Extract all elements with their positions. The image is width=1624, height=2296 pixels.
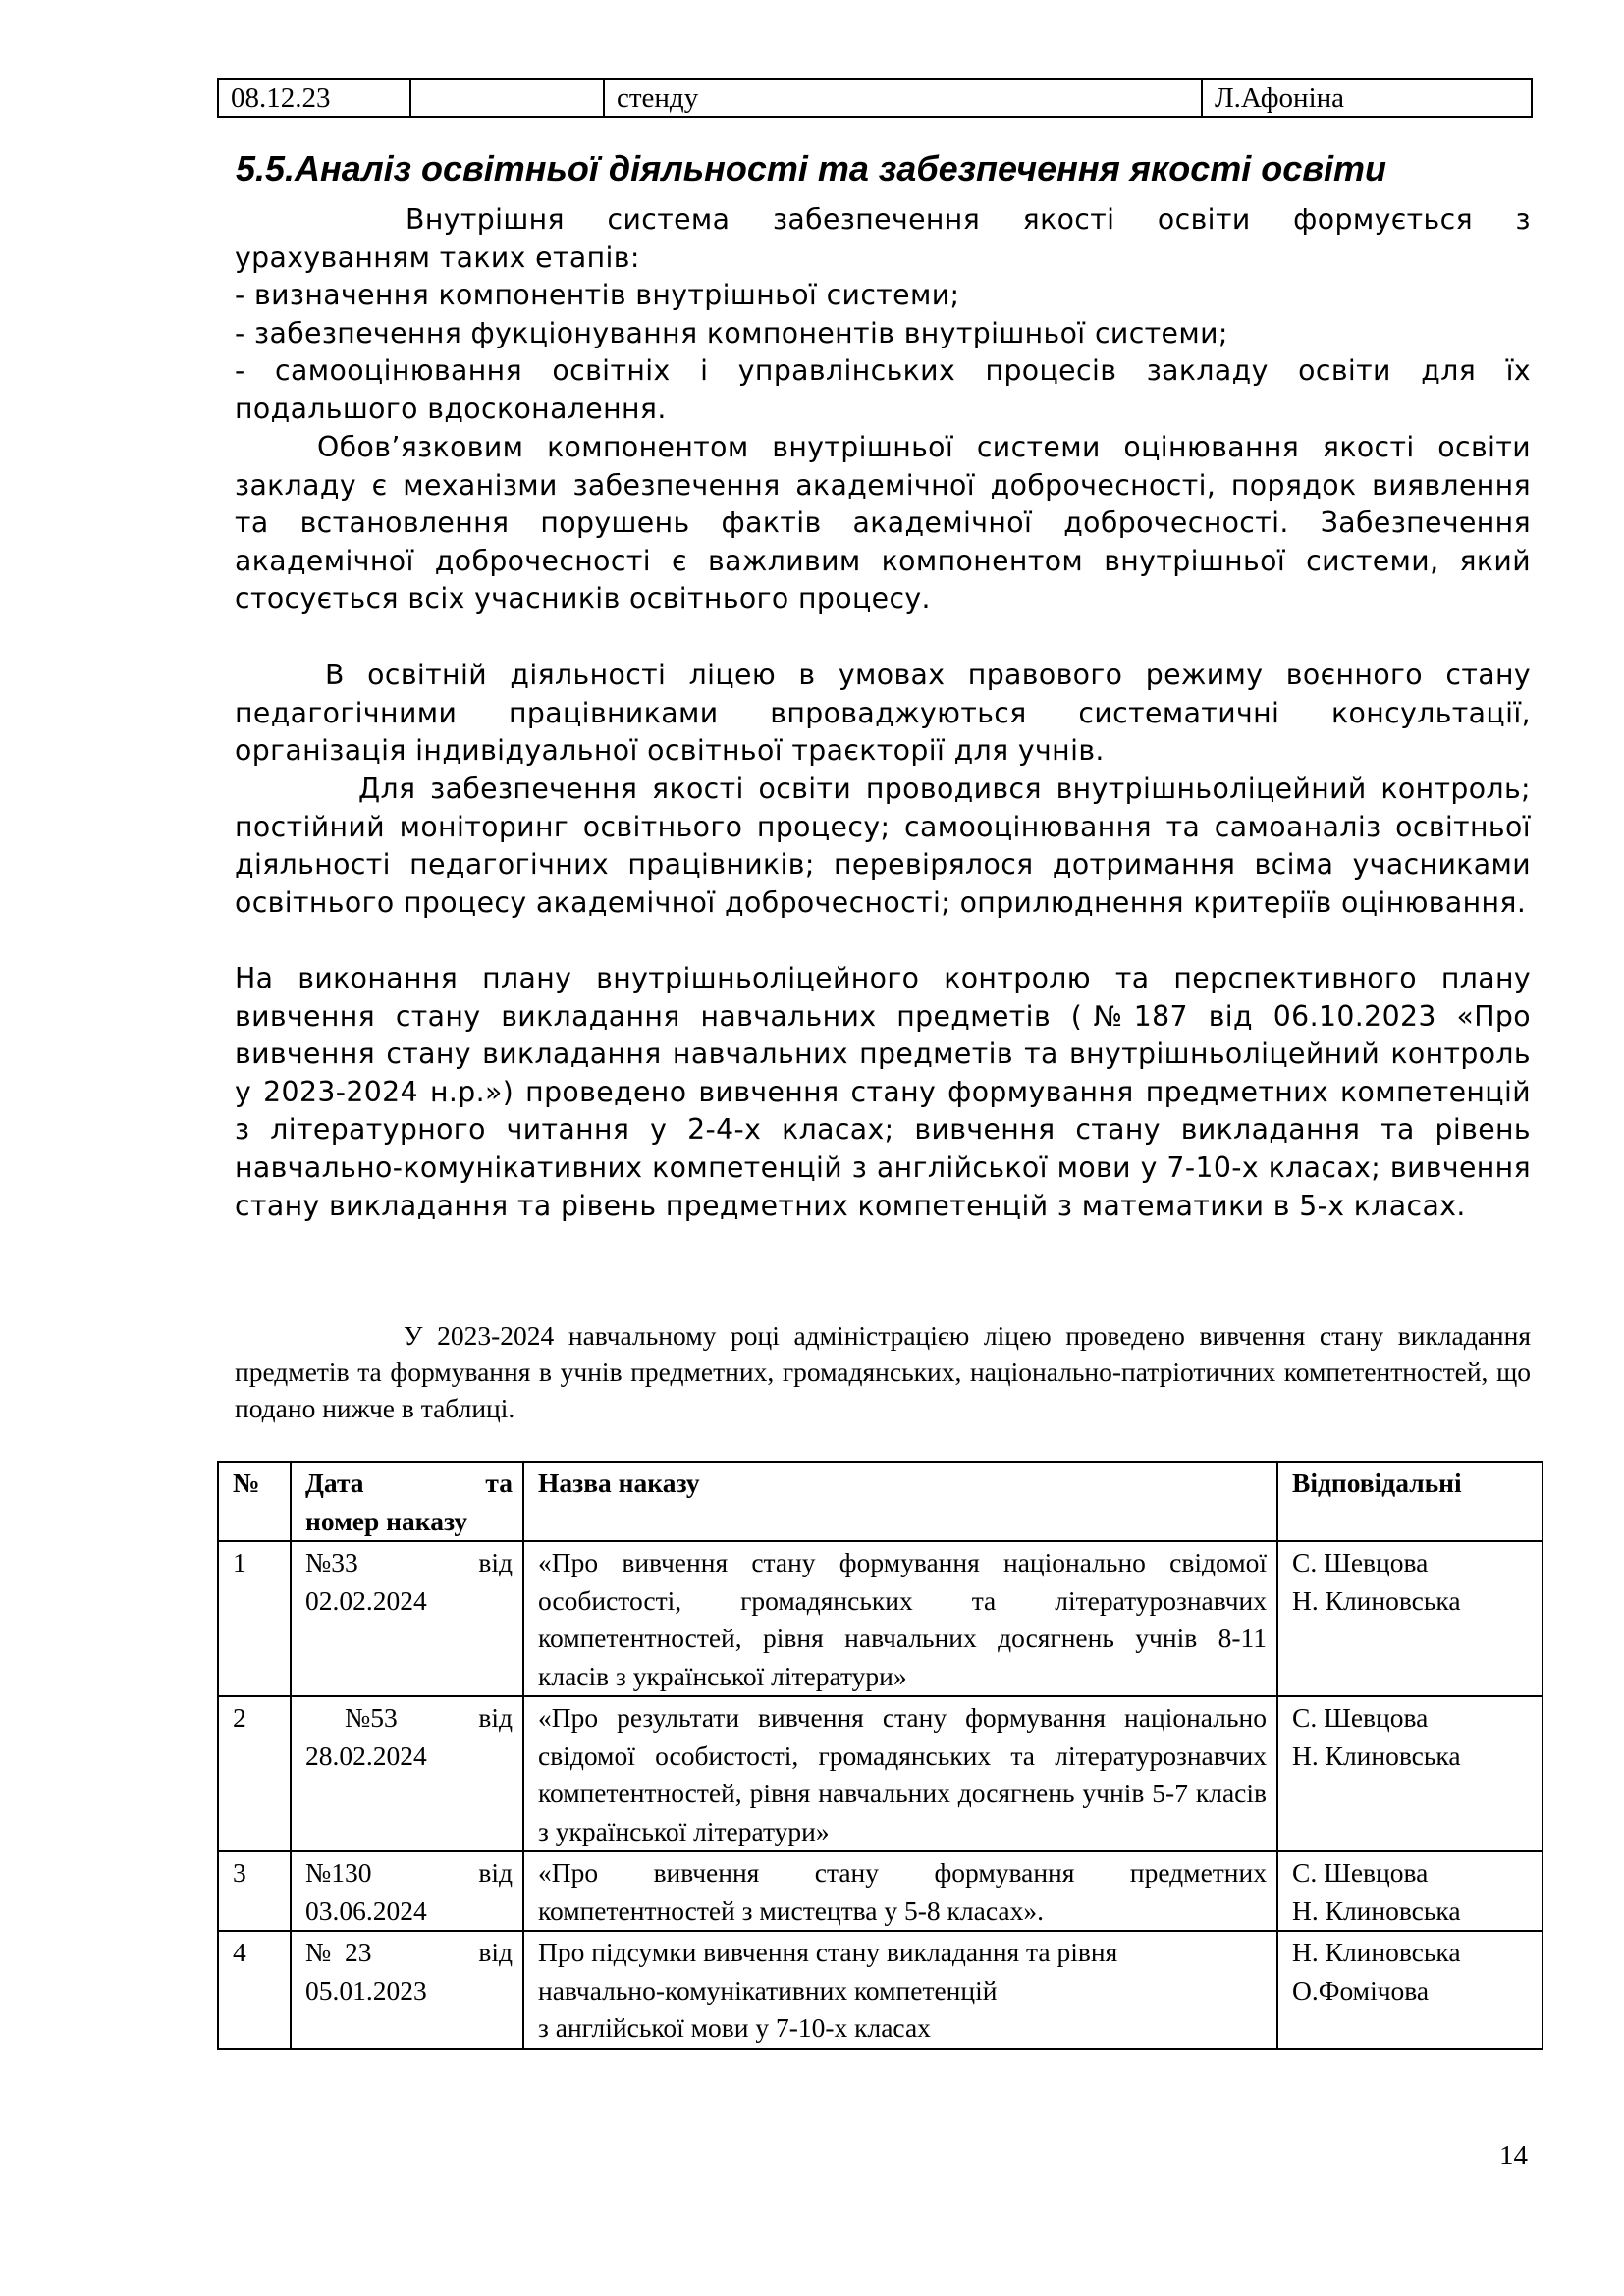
- order-date-number: № 23 від 05.01.2023: [291, 1931, 523, 2049]
- description-cell: стенду: [604, 79, 1202, 117]
- order-date-number: №130 від 03.06.2024: [291, 1851, 523, 1931]
- order-name: «Про вивчення стану формування національно свідомої особистості, громадянських та літературознавчих компетентностей, рівня навчальних досягнень учнів 8-11 класів з української літератури»: [523, 1541, 1277, 1696]
- page-number: 14: [1499, 2140, 1528, 2171]
- date-cell: 08.12.23: [218, 79, 410, 117]
- row-number: 4: [218, 1931, 291, 2049]
- table-row: [218, 1696, 1543, 1851]
- paragraph-academic-integrity: Обов’язковим компонентом внутрішньої системи оцінювання якості освіти закладу є механізми забезпечення академічної доброчесності, порядок виявлення та встановлення порушень фактів академічної доброчесності. Забезпечення академічної доброчесності є важливим компонентом внутрішньої системи, який стосується всіх учасників освітнього процесу.: [235, 431, 1531, 615]
- order-name: Про підсумки вивчення стану викладання та рівня навчально-комунікативних компетенцій з англійської мови у 7-10-х класах: [523, 1931, 1277, 2049]
- column-header-responsible: Відповідальні: [1277, 1462, 1543, 1541]
- column-header-date: Дата та номер наказу: [291, 1462, 523, 1541]
- table-header-row: [218, 1462, 1543, 1541]
- order-responsible: С. Шевцова Н. Клиновська: [1277, 1851, 1543, 1931]
- list-item-continuation: подальшого вдосконалення.: [235, 392, 667, 425]
- row-number: 3: [218, 1851, 291, 1931]
- orders-table: [217, 1461, 1543, 2050]
- row-number: 1: [218, 1541, 291, 1696]
- order-responsible: С. Шевцова Н. Клиновська: [1277, 1541, 1543, 1696]
- order-name: «Про результати вивчення стану формування національно свідомої особистості, громадянських та літературознавчих компетентностей, рівня навчальних досягнень учнів 5-7 класів з української літератури»: [523, 1696, 1277, 1851]
- empty-cell: [410, 79, 604, 117]
- paragraph-quality-control: Для забезпечення якості освіти проводився внутрішньоліцейний контроль; постійний моніторинг освітнього процесу; самооцінювання та самоаналіз освітньої діяльності педагогічних працівників; перевірялося дотримання всіма учасниками освітнього процесу академічної доброчесності; оприлюднення критеріїв оцінювання.: [235, 773, 1531, 919]
- order-responsible: Н. Клиновська О.Фомічова: [1277, 1931, 1543, 2049]
- order-date-number: №33 від 02.02.2024: [291, 1541, 523, 1696]
- paragraph-control-plan: На виконання плану внутрішньоліцейного контролю та перспективного плану вивчення стану викладання навчальних предметів (№187 від 06.10.2023 «Про вивчення стану викладання навчальних предметів та внутрішньоліцейний контроль у 2023-2024 н.р.») проведено вивчення стану формування предметних компетенцій з літературного читання у 2-4-х класах; вивчення стану викладання та рівень навчально-комунікативних компетенцій з англійської мови у 7-10-х класах; вивчення стану викладання та рівень предметних компетенцій з математики в 5-х класах.: [235, 962, 1531, 1222]
- section-heading: 5.5.Аналіз освітньої діяльності та забезпечення якості освіти: [236, 148, 1387, 188]
- paragraph-table-intro: У 2023-2024 навчальному році адміністрацією ліцею проведено вивчення стану викладання предметів та формування в учнів предметних, громадянських, національно-патріотичних компетентностей, що подано нижче в таблиці.: [235, 1320, 1531, 1423]
- paragraph-line: Внутрішня система забезпечення якості освіти формується з: [406, 203, 1531, 236]
- paragraph-line: урахуванням таких етапів:: [235, 240, 640, 274]
- order-responsible: С. Шевцова Н. Клиновська: [1277, 1696, 1543, 1851]
- list-item: - самооцінювання освітніх і управлінських процесів закладу освіти для їх: [235, 354, 1531, 388]
- responsible-cell: Л.Афоніна: [1202, 79, 1532, 117]
- list-item: - забезпечення фукціонування компонентів внутрішньої системи;: [235, 316, 1228, 349]
- table-row: [218, 1931, 1543, 2049]
- paragraph-quality-system-stages: [235, 201, 1531, 429]
- order-date-number: №53 від 28.02.2024: [291, 1696, 523, 1851]
- paragraph-martial-law-activity: В освітній діяльності ліцею в умовах правового режиму воєнного стану педагогічними працівниками впроваджуються систематичні консультації, організація індивідуальної освітньої траєкторії для учнів.: [235, 659, 1531, 768]
- column-header-order-name: Назва наказу: [523, 1462, 1277, 1541]
- list-item: - визначення компонентів внутрішньої системи;: [235, 279, 960, 312]
- previous-page-table-fragment: [217, 78, 1533, 118]
- row-number: 2: [218, 1696, 291, 1851]
- table-row: [218, 79, 1532, 117]
- column-header-number: №: [218, 1462, 291, 1541]
- table-row: [218, 1851, 1543, 1931]
- order-name: «Про вивчення стану формування предметних компетентностей з мистецтва у 5-8 класах».: [523, 1851, 1277, 1931]
- table-row: [218, 1541, 1543, 1696]
